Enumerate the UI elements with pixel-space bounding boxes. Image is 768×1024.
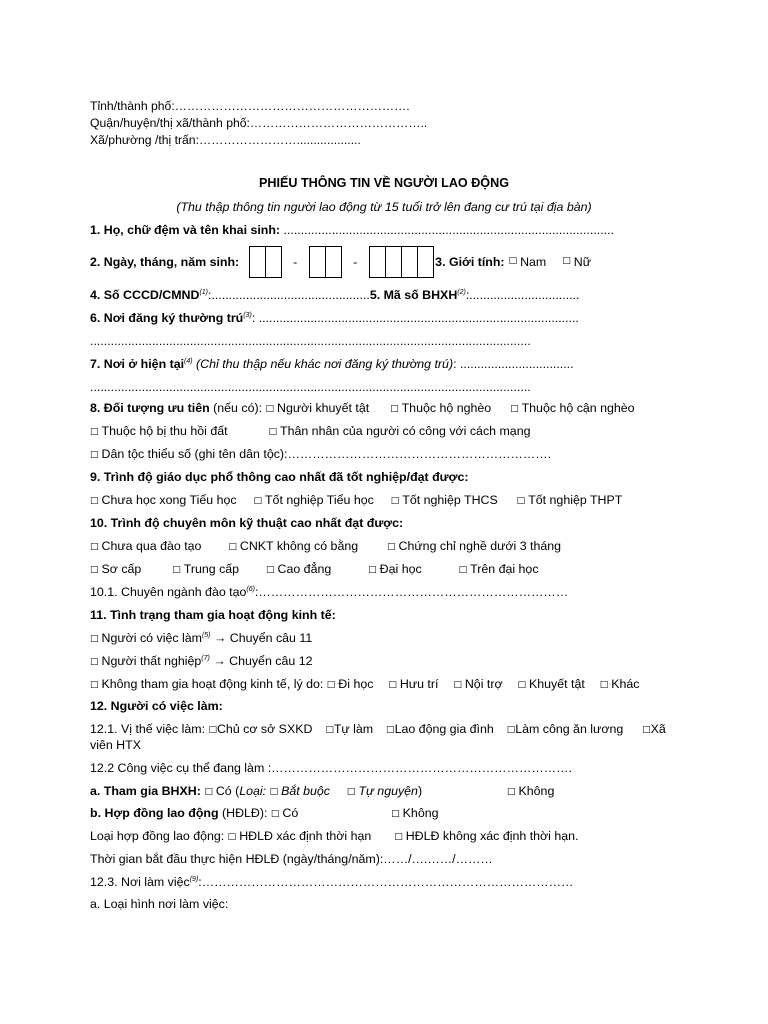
permanent-address-field[interactable]: : ............................................................................................. bbox=[251, 311, 579, 325]
admin-header bbox=[90, 98, 427, 149]
opt-merit-label: Thân nhân của người có công với cách mạng bbox=[280, 424, 531, 438]
commune-field[interactable]: Xã/phường /thị trấn:……………………................... bbox=[90, 133, 361, 147]
date-separator: - bbox=[293, 255, 298, 269]
q8-label: 8. Đối tượng ưu tiên bbox=[90, 401, 210, 415]
province-field[interactable]: Tỉnh/thành phố:…………………………………………………. bbox=[90, 99, 410, 113]
checkbox-tech-2[interactable]: □ bbox=[228, 542, 237, 552]
social-insurance-field[interactable]: :................................ bbox=[465, 288, 580, 302]
checkbox-female[interactable]: □ bbox=[562, 256, 571, 266]
tech-opt-5: Trung cấp bbox=[183, 562, 240, 576]
form-subtitle: (Thu thập thông tin người lao động từ 15 tuổi trở lên đang cư trú tại địa bàn) bbox=[176, 200, 592, 214]
opt-ethnic-label[interactable]: Dân tộc thiểu số (ghi tên dân tộc):………………………………………………………. bbox=[101, 447, 552, 461]
pos-family-worker: Lao động gia đình bbox=[394, 722, 494, 736]
month-boxes[interactable] bbox=[309, 246, 341, 278]
major-field[interactable]: :………………………………………………………………… bbox=[254, 585, 569, 599]
tech-opt-6: Cao đẳng bbox=[277, 562, 332, 576]
tech-opt-8: Trên đại học bbox=[470, 562, 539, 576]
q7-note: (Chỉ thu thập nếu khác nơi đăng ký thường trú) bbox=[192, 357, 454, 371]
digit-box[interactable] bbox=[265, 246, 282, 278]
contract-yes: Có bbox=[282, 806, 299, 820]
q3-label: 3. Giới tính: bbox=[435, 255, 505, 269]
q10-options-1 bbox=[90, 539, 561, 553]
gender-male-label: Nam bbox=[520, 255, 547, 269]
digit-box[interactable] bbox=[385, 246, 402, 278]
q6-row bbox=[90, 311, 579, 325]
digit-box[interactable] bbox=[325, 246, 342, 278]
checkbox-bhxh-yes[interactable]: □ bbox=[204, 787, 213, 797]
digit-box[interactable] bbox=[369, 246, 386, 278]
form-title: PHIẾU THÔNG TIN VỀ NGƯỜI LAO ĐỘNG bbox=[259, 176, 509, 190]
reason-other: Khác bbox=[611, 677, 640, 691]
q11-inactive-row bbox=[90, 677, 639, 691]
checkbox-contract-yes[interactable]: □ bbox=[270, 809, 280, 819]
workplace-row bbox=[90, 875, 573, 889]
inactive-label: Không tham gia hoạt động kinh tế, lý do: bbox=[101, 677, 324, 691]
bhxh-mandatory: Bắt buộc bbox=[281, 784, 331, 798]
bhxh-row bbox=[90, 784, 554, 798]
reason-studying: Đi học bbox=[338, 677, 374, 691]
checkbox-male[interactable]: □ bbox=[508, 256, 518, 266]
checkbox-unemployed[interactable]: □ bbox=[90, 657, 99, 667]
tech-opt-4: Sơ cấp bbox=[101, 562, 142, 576]
q8-row-2 bbox=[90, 424, 530, 438]
q11-employed-row bbox=[90, 631, 312, 645]
checkbox-edu-3[interactable]: □ bbox=[390, 496, 400, 506]
checkbox-disabled[interactable]: □ bbox=[265, 404, 274, 414]
q10-options-2 bbox=[90, 562, 539, 576]
contract-fixed: HĐLĐ xác định thời hạn bbox=[239, 829, 372, 843]
checkbox-employed[interactable]: □ bbox=[90, 634, 99, 644]
unemployed-label: Người thất nghiệp bbox=[101, 654, 202, 668]
checkbox-bhxh-voluntary[interactable]: □ bbox=[346, 787, 356, 797]
pos-owner: Chủ cơ sở SXKD bbox=[216, 722, 313, 736]
bhxh-voluntary: Tự nguyện bbox=[358, 784, 418, 798]
checkbox-self-employed[interactable]: □ bbox=[325, 725, 334, 735]
checkbox-tech-5[interactable]: □ bbox=[172, 565, 181, 575]
bhxh-no: Không bbox=[518, 784, 555, 798]
checkbox-near-poor[interactable]: □ bbox=[510, 404, 519, 414]
gender-female-label: Nữ bbox=[573, 255, 592, 269]
footnote-3: (3) bbox=[243, 311, 252, 319]
q1-row bbox=[90, 223, 614, 237]
checkbox-edu-1[interactable]: □ bbox=[90, 496, 99, 506]
q8-row bbox=[90, 401, 635, 415]
footnote-6: (6) bbox=[246, 585, 255, 593]
opt-poor-label: Thuộc hộ nghèo bbox=[401, 401, 492, 415]
q7-row bbox=[90, 357, 574, 371]
checkbox-tech-3[interactable]: □ bbox=[387, 542, 396, 552]
checkbox-tech-8[interactable]: □ bbox=[458, 565, 468, 575]
day-boxes[interactable] bbox=[249, 246, 281, 278]
opt-land-label: Thuộc hộ bị thu hồi đất bbox=[101, 424, 228, 438]
checkbox-contract-no[interactable]: □ bbox=[391, 809, 400, 819]
reason-disability: Khuyết tật bbox=[529, 677, 585, 691]
unemployed-next: → Chuyển câu 12 bbox=[209, 654, 313, 668]
checkbox-contract-open[interactable]: □ bbox=[394, 832, 403, 842]
checkbox-tech-6[interactable]: □ bbox=[265, 565, 275, 575]
q9-label: 9. Trình độ giáo dục phổ thông cao nhất đã tốt nghiệp/đạt được: bbox=[90, 470, 469, 484]
q11-unemployed-row bbox=[90, 654, 313, 668]
digit-box[interactable] bbox=[417, 246, 434, 278]
q4-row bbox=[90, 288, 579, 302]
checkbox-studying[interactable]: □ bbox=[326, 680, 336, 690]
checkbox-disability[interactable]: □ bbox=[517, 680, 527, 690]
checkbox-bhxh-no[interactable]: □ bbox=[507, 787, 516, 797]
checkbox-edu-2[interactable]: □ bbox=[253, 496, 262, 506]
digit-box[interactable] bbox=[249, 246, 266, 278]
edu-opt-2: Tốt nghiệp Tiểu học bbox=[264, 493, 374, 507]
q12-1-row bbox=[90, 722, 666, 736]
bhxh-close: ) bbox=[417, 784, 423, 798]
digit-box[interactable] bbox=[309, 246, 326, 278]
workplace-label: 12.3. Nơi làm việc bbox=[90, 875, 190, 889]
checkbox-homemaker[interactable]: □ bbox=[453, 680, 462, 690]
date-separator: - bbox=[353, 255, 358, 269]
bhxh-yes: Có ( bbox=[215, 784, 240, 798]
q1-name-field[interactable]: ................................................................................................ bbox=[280, 223, 614, 237]
pos-self-employed: Tự làm bbox=[333, 722, 374, 736]
q5-label: 5. Mã số BHXH bbox=[369, 288, 458, 302]
q11-label: 11. Tình trạng tham gia hoạt động kinh tế: bbox=[90, 608, 336, 622]
checkbox-tech-7[interactable]: □ bbox=[368, 565, 377, 575]
checkbox-bhxh-mandatory[interactable]: □ bbox=[269, 787, 279, 797]
permanent-address-line2[interactable]: ................................................................................................................................ bbox=[90, 334, 531, 348]
checkbox-ethnic[interactable]: □ bbox=[90, 450, 99, 460]
contract-type-label: Loại hợp đồng lao động: bbox=[90, 829, 225, 843]
q9-options bbox=[90, 493, 622, 507]
checkbox-edu-4[interactable]: □ bbox=[516, 496, 526, 506]
edu-opt-1: Chưa học xong Tiểu học bbox=[101, 493, 237, 507]
q8-row-3 bbox=[90, 447, 551, 461]
q10-label: 10. Trình độ chuyên môn kỹ thuật cao nhất đạt được: bbox=[90, 516, 404, 530]
footnote-5: (5) bbox=[201, 631, 211, 639]
reason-retired: Hưu trí bbox=[399, 677, 439, 691]
checkbox-tech-4[interactable]: □ bbox=[90, 565, 99, 575]
tech-opt-2: CNKT không có bằng bbox=[239, 539, 359, 553]
q8-suffix: (nếu có): bbox=[209, 401, 266, 415]
contract-start-date-field[interactable]: Thời gian bắt đầu thực hiện HĐLĐ (ngày/tháng/năm):……/….……/……… bbox=[90, 852, 493, 866]
checkbox-owner[interactable]: □ bbox=[208, 725, 217, 735]
checkbox-coop-member[interactable]: □ bbox=[642, 725, 651, 735]
q12-label: 12. Người có việc làm: bbox=[90, 699, 223, 713]
checkbox-family-worker[interactable]: □ bbox=[386, 725, 395, 735]
bhxh-type: Loại: bbox=[239, 784, 267, 798]
q7-label: 7. Nơi ở hiện tại bbox=[90, 357, 185, 371]
q10-1-label: 10.1. Chuyên ngành đào tạo bbox=[90, 585, 247, 599]
opt-near-poor-label: Thuộc hộ cận nghèo bbox=[521, 401, 635, 415]
contract-abbr: (HĐLĐ): bbox=[218, 806, 271, 820]
bhxh-label: a. Tham gia BHXH: bbox=[90, 784, 201, 798]
contract-type-row bbox=[90, 829, 578, 843]
pos-coop-member-b: viên HTX bbox=[90, 738, 141, 752]
current-address-field[interactable]: : ................................. bbox=[453, 357, 574, 371]
reason-homemaker: Nội trợ bbox=[464, 677, 503, 691]
checkbox-inactive[interactable]: □ bbox=[90, 680, 99, 690]
q12-1-label: 12.1. Vị thế việc làm: bbox=[90, 722, 206, 736]
checkbox-tech-1[interactable]: □ bbox=[90, 542, 99, 552]
current-address-line2[interactable]: ................................................................................................................................ bbox=[90, 380, 531, 394]
contract-row bbox=[90, 806, 439, 820]
checkbox-wage-worker[interactable]: □ bbox=[506, 725, 516, 735]
tech-opt-3: Chứng chỉ nghề dưới 3 tháng bbox=[398, 539, 562, 553]
contract-label: b. Hợp đồng lao động bbox=[90, 806, 219, 820]
checkbox-other[interactable]: □ bbox=[599, 680, 609, 690]
footnote-7: (7) bbox=[201, 654, 210, 662]
contract-open: HĐLĐ không xác định thời hạn. bbox=[405, 829, 579, 843]
workplace-type-label: a. Loại hình nơi làm việc: bbox=[90, 897, 229, 911]
footnote-2: (2) bbox=[457, 288, 466, 296]
q1-label: 1. Họ, chữ đệm và tên khai sinh: bbox=[90, 223, 281, 237]
tech-opt-1: Chưa qua đào tạo bbox=[101, 539, 202, 553]
contract-no: Không bbox=[402, 806, 439, 820]
checkbox-poor[interactable]: □ bbox=[390, 404, 399, 414]
q10-1-row bbox=[90, 585, 568, 599]
year-boxes[interactable] bbox=[369, 246, 433, 278]
footnote-4: (4) bbox=[184, 357, 193, 365]
checkbox-merit[interactable]: □ bbox=[268, 427, 277, 437]
edu-opt-4: Tốt nghiệp THPT bbox=[528, 493, 623, 507]
q6-label: 6. Nơi đăng ký thường trú bbox=[90, 311, 244, 325]
q2-label: 2. Ngày, tháng, năm sinh: bbox=[90, 255, 240, 269]
opt-disabled-label: Người khuyết tật bbox=[277, 401, 370, 415]
q4-label: 4. Số CCCD/CMND bbox=[90, 288, 200, 302]
district-field[interactable]: Quận/huyện/thị xã/thành phố:…………………………………….. bbox=[90, 116, 428, 130]
employed-label: Người có việc làm bbox=[101, 631, 202, 645]
tech-opt-7: Đại học bbox=[379, 562, 422, 576]
id-number-field[interactable]: :.............................................. bbox=[208, 288, 370, 302]
digit-box[interactable] bbox=[401, 246, 418, 278]
checkbox-contract-fixed[interactable]: □ bbox=[227, 832, 237, 842]
checkbox-retired[interactable]: □ bbox=[388, 680, 397, 690]
current-job-field[interactable]: 12.2 Công việc cụ thể đang làm :………………………………………………………………. bbox=[90, 761, 572, 775]
checkbox-land-revoked[interactable]: □ bbox=[90, 427, 99, 437]
pos-coop-member-a: Xã bbox=[650, 722, 666, 736]
footnote-9: (9) bbox=[189, 875, 199, 883]
edu-opt-3: Tốt nghiệp THCS bbox=[402, 493, 498, 507]
q2-row bbox=[90, 245, 591, 279]
footnote-1: (1) bbox=[199, 288, 209, 296]
workplace-field[interactable]: :……………………………………………………………………………… bbox=[198, 875, 574, 889]
pos-wage-worker: Làm công ăn lương bbox=[515, 722, 624, 736]
employed-next: → Chuyển câu 11 bbox=[210, 631, 313, 645]
